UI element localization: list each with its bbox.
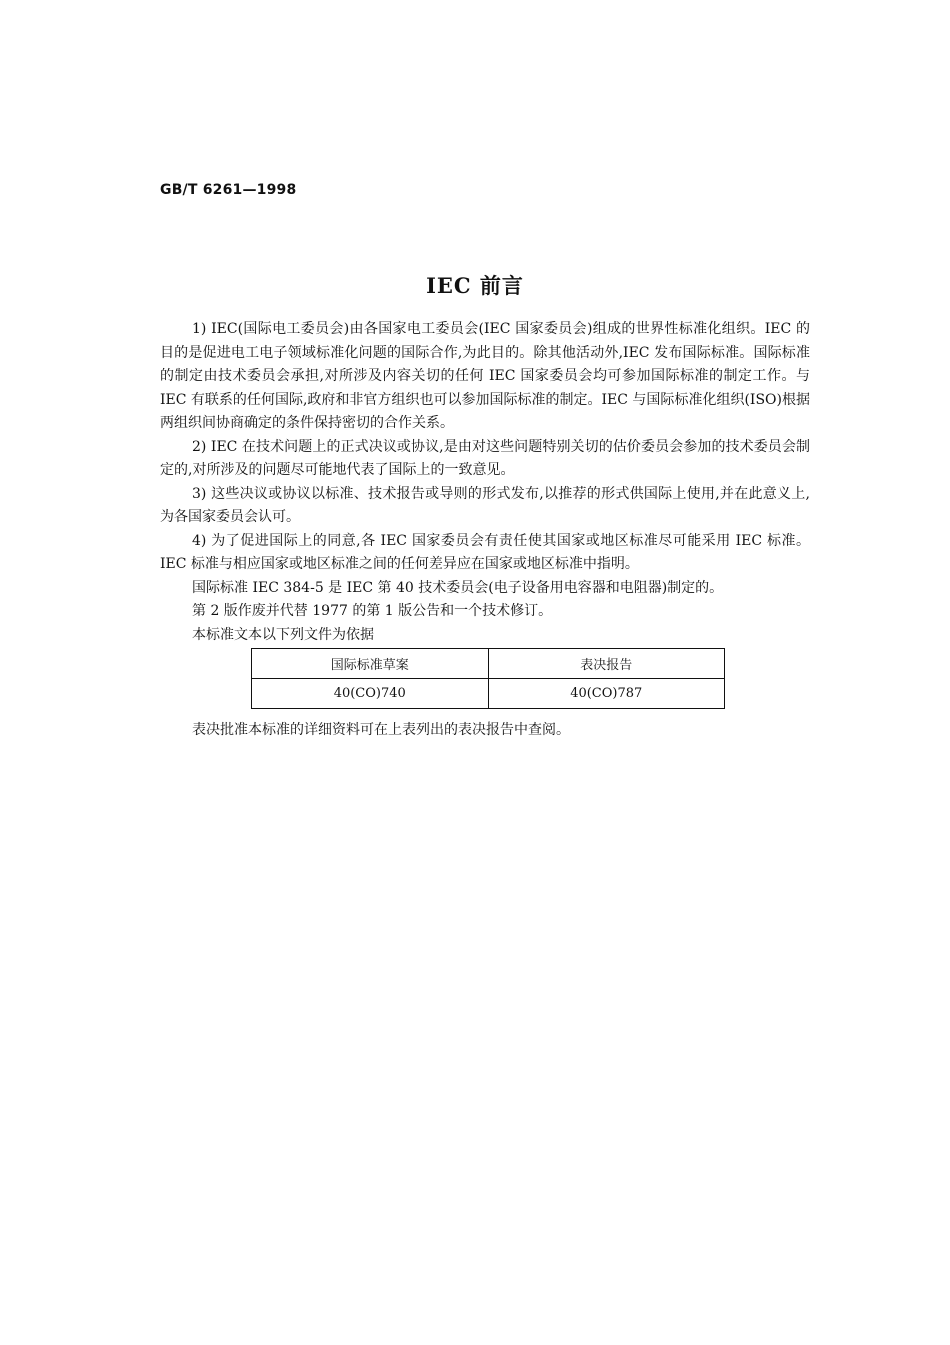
foreword-body [160, 318, 810, 647]
table-row [252, 679, 725, 709]
table-cell-draft: 40(CO)740 [252, 679, 489, 709]
page-title: IEC 前言 [426, 273, 524, 298]
closing-note: 表决批准本标准的详细资料可在上表列出的表决报告中查阅。 [192, 722, 570, 738]
table-header-draft: 国际标准草案 [252, 649, 489, 679]
paragraph-6: 第 2 版作废并代替 1977 的第 1 版公告和一个技术修订。 [192, 603, 553, 619]
table-cell-voting-report: 40(CO)787 [488, 679, 725, 709]
paragraph-2: 2) IEC 在技术问题上的正式决议或协议,是由对这些问题特别关切的估价委员会参加的技术委员会制定的,对所涉及的问题尽可能地代表了国际上的一致意见。 [160, 438, 810, 478]
table-header-row [252, 649, 725, 679]
paragraph-5: 国际标准 IEC 384-5 是 IEC 第 40 技术委员会(电子设备用电容器和电阻器)制定的。 [192, 579, 724, 596]
standard-number: GB/T 6261—1998 [160, 182, 297, 198]
paragraph-7: 本标准文本以下列文件为依据 [192, 626, 374, 643]
paragraph-1: 1) IEC(国际电工委员会)由各国家电工委员会(IEC 国家委员会)组成的世界性标准化组织。IEC 的目的是促进电工电子领域标准化问题的国际合作,为此目的。除其他活动外,IEC 发布国际标准。国际标准的制定由技术委员会承担,对所涉及内容关切的任何 IEC 国家委员会均可参加国际标准的制定工作。与 IEC 有联系的任何国际,政府和非官方组织也可以参加国际标准的制定。IEC 与国际标准化组织(ISO)根据两组织间协商确定的条件保持密切的合作关系。 [160, 321, 810, 431]
reference-documents-table [251, 648, 725, 709]
paragraph-3: 3) 这些决议或协议以标准、技术报告或导则的形式发布,以推荐的形式供国际上使用,并在此意义上,为各国家委员会认可。 [160, 485, 810, 525]
paragraph-4: 4) 为了促进国际上的同意,各 IEC 国家委员会有责任使其国家或地区标准尽可能采用 IEC 标准。IEC 标准与相应国家或地区标准之间的任何差异应在国家或地区标准中指明。 [160, 532, 810, 572]
table-header-voting-report: 表决报告 [488, 649, 725, 679]
